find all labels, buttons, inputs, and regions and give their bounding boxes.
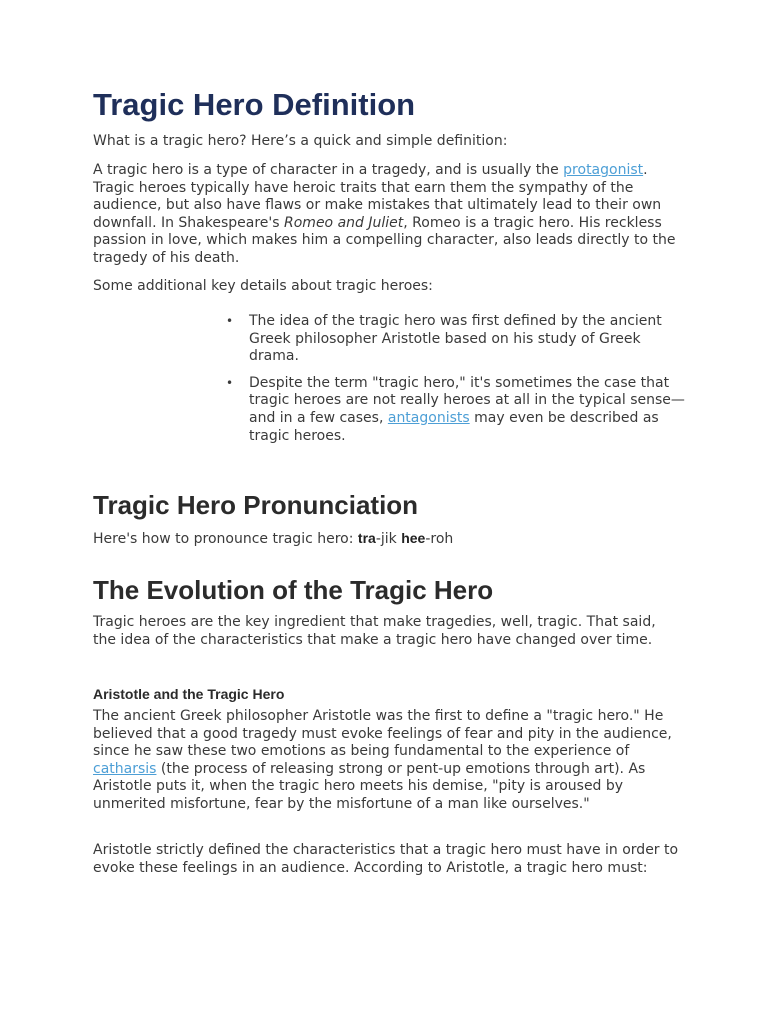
pronunciation-line <box>93 530 683 549</box>
evolution-paragraph: Tragic heroes are the key ingredient that make tragedies, well, tragic. That said, the idea of the characteristics that make a tragic hero have changed over time. <box>93 614 656 648</box>
protagonist-link[interactable]: protagonist <box>563 162 644 178</box>
key-details-list <box>226 313 686 454</box>
aristotle-paragraph-1 <box>93 708 683 814</box>
syllable-4: -roh <box>425 531 454 547</box>
definition-text-2: . Tragic heroes typically have heroic traits that earn them the sympathy of the audience, but also have flaws or make mistakes that ultimately lead to their own downfall. In Shakespeare's <box>93 162 662 231</box>
definition-paragraph <box>93 162 683 268</box>
bullet-icon: • <box>226 314 234 328</box>
catharsis-link[interactable]: catharsis <box>93 760 157 777</box>
aristotle-text-1: The ancient Greek philosopher Aristotle was the first to define a "tragic hero." He believed that a good tragedy must evoke feelings of fear and pity in the audience, since he saw these two emotions as being fundamental to the experience of <box>93 708 672 760</box>
work-title: Romeo and Juliet <box>284 214 404 231</box>
pronunciation-lead: Here's how to pronounce tragic hero: <box>93 531 358 547</box>
page-title: Tragic Hero Definition <box>93 87 416 122</box>
stressed-syllable-1: tra <box>357 530 376 546</box>
definition-text-1: A tragic hero is a type of character in a tragedy, and is usually the <box>93 162 564 178</box>
aristotle-text-2: (the process of releasing strong or pent-up emotions through art). As Aristotle puts it, when the tragic hero meets his demise, "pity is aroused by unmerited misfortune, fear by the misfortune of a man like ourselves." <box>93 760 646 812</box>
syllable-2: -jik <box>375 531 402 547</box>
definition-text-3: , Romeo is a tragic hero. His reckless passion in love, which makes him a compelling character, also leads directly to the tragedy of his death. <box>93 214 676 266</box>
intro-paragraph: What is a tragic hero? Here’s a quick and simple definition: <box>93 133 508 149</box>
list-item <box>226 375 686 445</box>
list-item-text-1: Despite the term "tragic hero," it's sometimes the case that tragic heroes are not really heroes at all in the typical sense—and in a few cases, <box>249 374 685 426</box>
antagonists-link[interactable]: antagonists <box>387 409 470 426</box>
list-item-text: The idea of the tragic hero was first defined by the ancient Greek philosopher Aristotle based on his study of Greek drama. <box>249 313 662 365</box>
evolution-heading: The Evolution of the Tragic Hero <box>93 575 494 605</box>
aristotle-paragraph-2: Aristotle strictly defined the characteristics that a tragic hero must have in order to evoke these feelings in an audience. According to Aristotle, a tragic hero must: <box>93 842 679 876</box>
aristotle-heading: Aristotle and the Tragic Hero <box>93 686 285 702</box>
list-item <box>226 313 686 366</box>
list-item-text-2: may even be described as tragic heroes. <box>249 409 659 444</box>
pronunciation-heading: Tragic Hero Pronunciation <box>93 490 419 520</box>
additional-intro: Some additional key details about tragic heroes: <box>93 278 433 294</box>
bullet-icon: • <box>226 375 234 390</box>
stressed-syllable-3: hee <box>401 530 426 546</box>
